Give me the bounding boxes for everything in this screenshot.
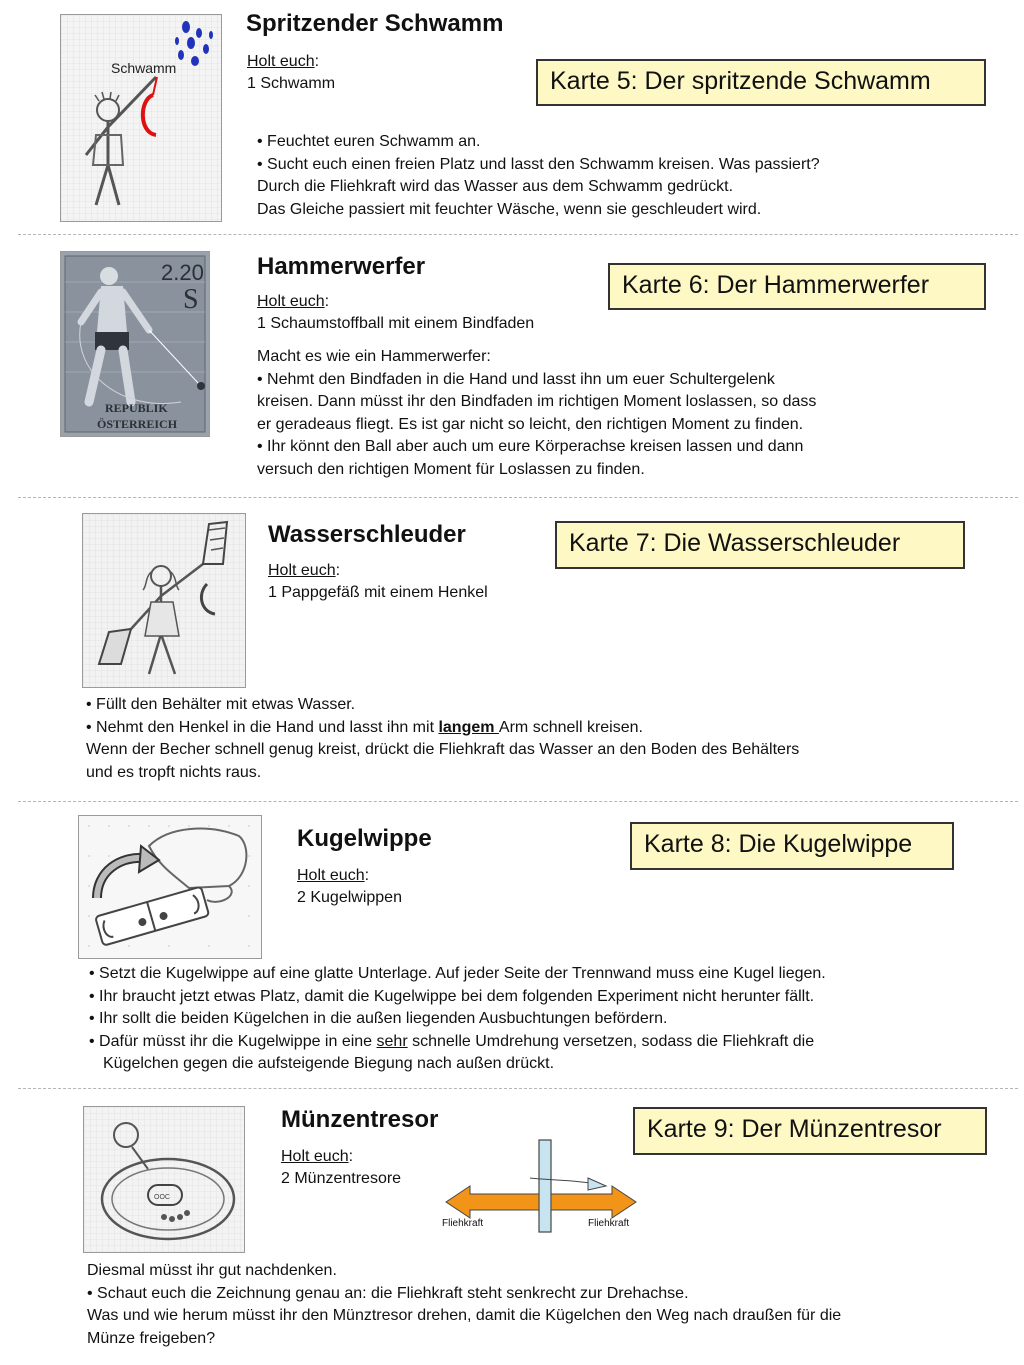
svg-text:OOC: OOC — [154, 1194, 170, 1201]
instruction-line: Was und wie herum müsst ihr den Münztresor drehen, damit die Kügelchen den Weg nach draußen für die — [87, 1307, 842, 1324]
card7-material-item: 1 Pappgefäß mit einem Henkel — [268, 584, 488, 601]
holt-euch-label: Holt euch — [257, 293, 325, 310]
instruction-line — [86, 717, 799, 740]
card5-instructions — [257, 131, 820, 221]
instruction-line: versuch den richtigen Moment für Loslassen zu finden. — [257, 460, 645, 478]
card9-instructions — [87, 1260, 841, 1350]
instruction-line: • Setzt die Kugelwippe auf eine glatte Unterlage. Auf jeder Seite der Trennwand muss eine Kugel liegen. — [89, 965, 826, 982]
instruction-line: er geradeaus fliegt. Es ist gar nicht so leicht, den richtigen Moment zu finden. — [257, 415, 804, 433]
ball-seesaw-drawing-image — [78, 815, 262, 959]
card6-label-box: Karte 6: Der Hammerwerfer — [608, 263, 986, 310]
card8-instructions — [89, 963, 826, 1076]
holt-euch-label: Holt euch — [297, 867, 365, 884]
card6-materials: Holt euch: 1 Schaumstoffball mit einem Bindfaden — [257, 291, 534, 335]
instruction-line: kreisen. Dann müsst ihr den Bindfaden im richtigen Moment loslassen, so dass — [257, 393, 817, 410]
centrifugal-force-diagram — [436, 1138, 646, 1234]
card8-material-item: 2 Kugelwippen — [297, 889, 402, 906]
card5-materials: Holt euch: 1 Schwamm — [247, 51, 335, 95]
instruction-line: Diesmal müsst ihr gut nachdenken. — [87, 1262, 337, 1279]
instruction-line: Das Gleiche passiert mit feuchter Wäsche, wenn sie geschleudert wird. — [257, 200, 762, 218]
instruction-line — [89, 1031, 826, 1054]
instruction-line: • Schaut euch die Zeichnung genau an: die Fliehkraft steht senkrecht zur Drehachse. — [87, 1284, 689, 1302]
card5-label-box: Karte 5: Der spritzende Schwamm — [536, 59, 986, 106]
card8-title: Kugelwippe — [297, 825, 432, 852]
section-card-6 — [0, 236, 1024, 496]
card6-title: Hammerwerfer — [257, 253, 426, 280]
section-card-5 — [0, 0, 1024, 232]
instruction-line: Münze freigeben? — [87, 1329, 216, 1347]
coin-safe-drawing-image — [83, 1106, 245, 1253]
card9-material-item: 2 Münzentresore — [281, 1170, 402, 1187]
instruction-line: Kügelchen gegen die aufsteigende Biegung nach außen drückt. — [103, 1055, 555, 1072]
card8-materials: Holt euch: 2 Kugelwippen — [297, 865, 402, 909]
instruction-line: Macht es wie ein Hammerwerfer: — [257, 348, 491, 365]
card7-materials: Holt euch: 1 Pappgefäß mit einem Henkel — [268, 560, 488, 604]
section-divider — [18, 234, 1018, 235]
holt-euch-label: Holt euch — [268, 562, 336, 579]
instruction-line: und es tropft nichts raus. — [86, 763, 262, 781]
stamp-currency: S — [183, 284, 199, 315]
card7-instructions — [86, 694, 799, 784]
card7-title: Wasserschleuder — [268, 521, 466, 548]
sponge-image-label: Schwamm — [111, 60, 177, 76]
section-card-8 — [0, 804, 1024, 1089]
section-card-7 — [0, 500, 1024, 800]
stamp-country-line-1: REPUBLIK — [105, 401, 168, 415]
section-divider — [18, 801, 1018, 802]
card6-material-item: 1 Schaumstoffball mit einem Bindfaden — [257, 315, 535, 332]
instruction-line: Durch die Fliehkraft wird das Wasser aus dem Schwamm gedrückt. — [257, 178, 734, 195]
holt-euch-label: Holt euch — [281, 1148, 349, 1165]
force-label-right: Fliehkraft — [588, 1218, 630, 1229]
card6-instructions — [257, 346, 816, 481]
instruction-text: Arm schnell kreisen. — [498, 718, 643, 736]
instruction-line: • Ihr braucht jetzt etwas Platz, damit die Kugelwippe bei dem folgenden Experiment nicht herunter fällt. — [89, 987, 815, 1005]
instruction-text: • Dafür müsst ihr die Kugelwippe in eine — [89, 1032, 377, 1050]
card7-label-box: Karte 7: Die Wasserschleuder — [555, 521, 965, 569]
stamp-country-line-2: ÖSTERREICH — [97, 417, 178, 431]
section-divider — [18, 497, 1018, 498]
card5-title: Spritzender Schwamm — [246, 10, 504, 37]
instruction-line: • Füllt den Behälter mit etwas Wasser. — [86, 696, 356, 713]
card5-material-item: 1 Schwamm — [247, 75, 336, 92]
instruction-line: Wenn der Becher schnell genug kreist, drückt die Fliehkraft das Wasser an den Boden des Behälters — [86, 741, 800, 758]
instruction-text: schnelle Umdrehung versetzen, sodass die Fliehkraft die — [407, 1032, 815, 1050]
section-divider — [18, 1088, 1018, 1089]
water-sling-drawing-image — [82, 513, 246, 688]
card9-title: Münzentresor — [281, 1106, 439, 1133]
instruction-text: • Nehmt den Henkel in die Hand und lasst ihn mit — [86, 718, 439, 736]
instruction-line: • Nehmt den Bindfaden in die Hand und lasst ihn um euer Schultergelenk — [257, 370, 775, 388]
emphasis-langem: langem — [438, 718, 499, 736]
instruction-line: • Ihr sollt die beiden Kügelchen in die außen liegenden Ausbuchtungen befördern. — [89, 1010, 668, 1027]
stamp-value: 2.20 — [161, 260, 204, 285]
section-card-9 — [0, 1090, 1024, 1365]
holt-euch-label: Holt euch — [247, 53, 315, 70]
card9-label-box: Karte 9: Der Münzentresor — [633, 1107, 987, 1155]
sponge-drawing-image — [60, 14, 222, 222]
card8-label-box: Karte 8: Die Kugelwippe — [630, 822, 954, 870]
hammer-thrower-stamp-image — [60, 251, 210, 437]
emphasis-sehr: sehr — [376, 1032, 408, 1050]
instruction-line: • Feuchtet euren Schwamm an. — [257, 133, 481, 150]
instruction-line: • Ihr könnt den Ball aber auch um eure Körperachse kreisen lassen und dann — [257, 438, 804, 455]
force-label-left: Fliehkraft — [442, 1218, 484, 1229]
instruction-line: • Sucht euch einen freien Platz und lasst den Schwamm kreisen. Was passiert? — [257, 155, 820, 173]
card9-materials: Holt euch: 2 Münzentresore — [281, 1146, 401, 1190]
